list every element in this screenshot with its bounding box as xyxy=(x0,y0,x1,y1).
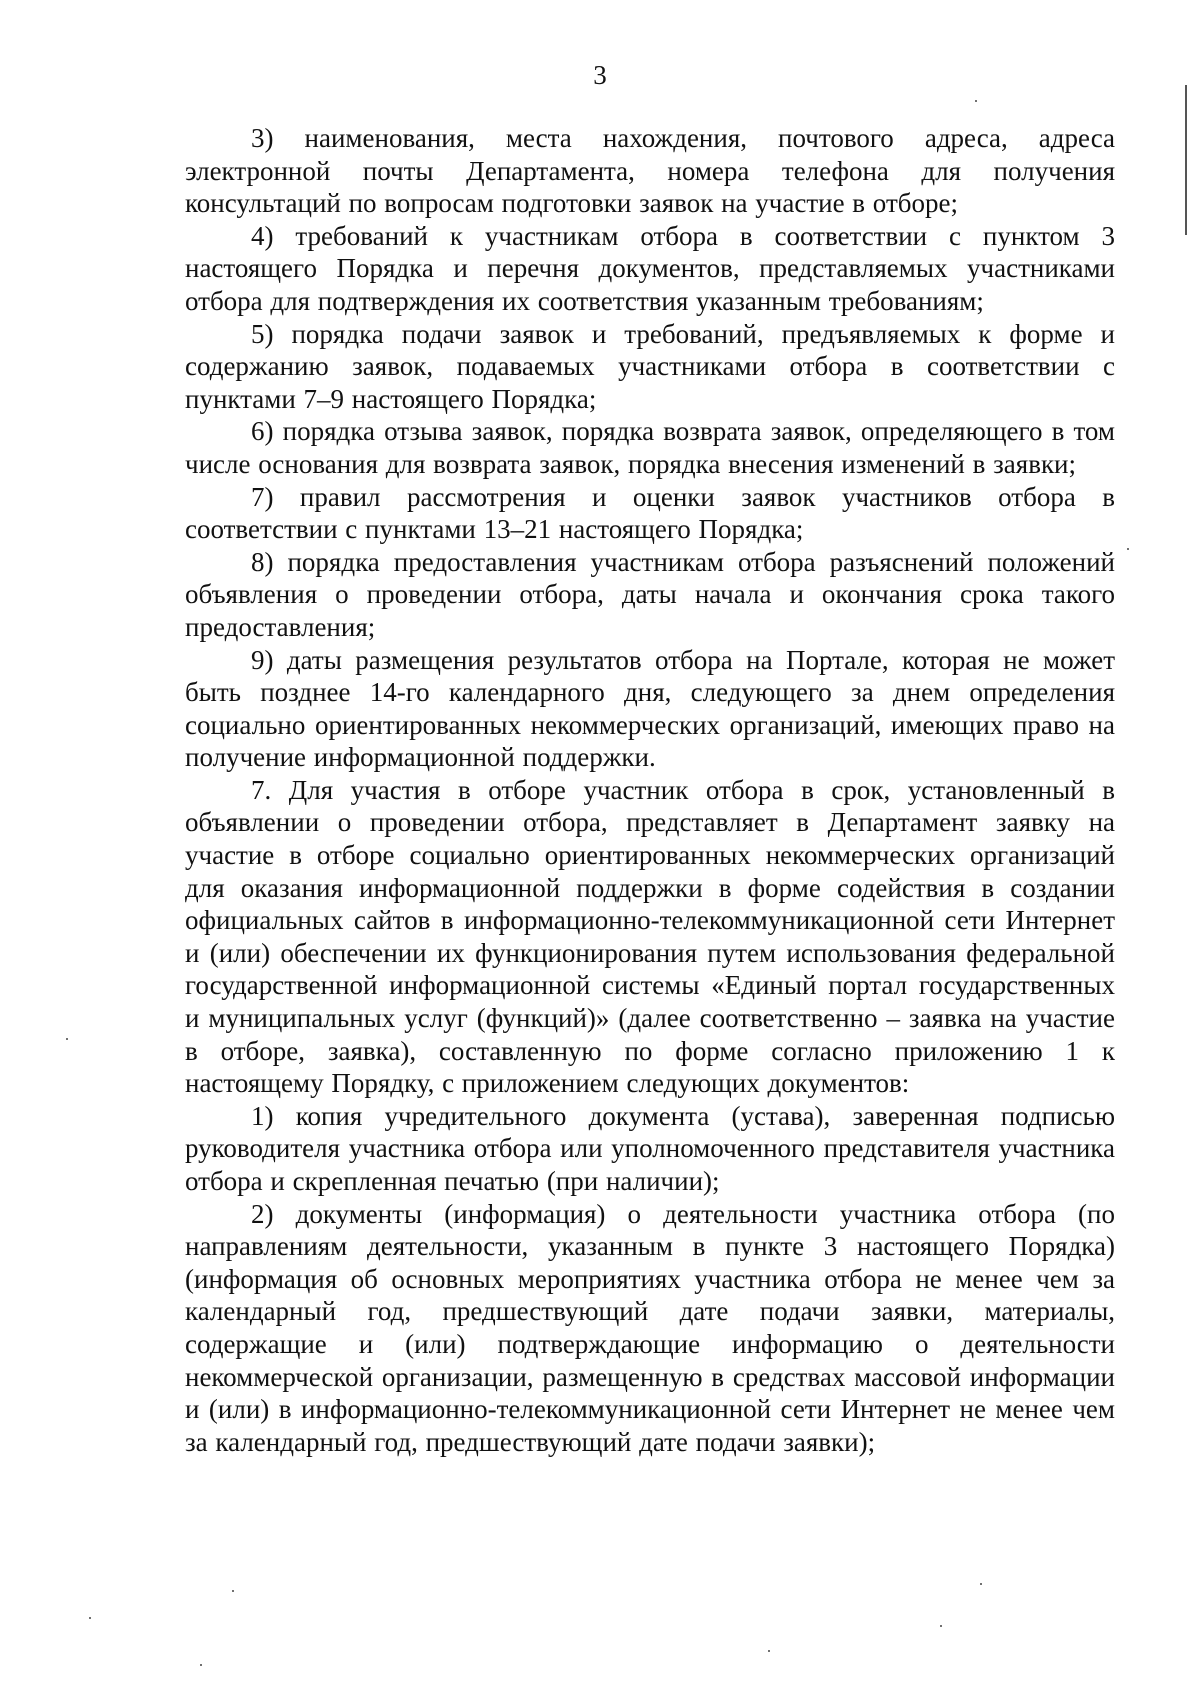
list-item-9: 9) даты размещения результатов отбора на Портале, которая не может быть позднее 14-го календарного дня, следующего за днем определения социально ориентированных некоммерческих организаций, имеющих право на получение информационной поддержки. xyxy=(185,644,1115,773)
document-body xyxy=(185,122,1115,1458)
scan-speck xyxy=(940,1625,942,1627)
scan-speck xyxy=(200,1664,202,1666)
scan-edge-line xyxy=(1185,85,1187,235)
list-item-5: 5) порядка подачи заявок и требований, предъявляемых к форме и содержанию заявок, подаваемых участниками отбора в соответствии с пунктами 7–9 настоящего Порядка; xyxy=(185,318,1115,414)
scan-speck xyxy=(1127,548,1129,550)
scan-speck xyxy=(975,100,977,102)
document-item-1: 1) копия учредительного документа (устава), заверенная подписью руководителя участника отбора или уполномоченного представителя участника отбора и скрепленная печатью (при наличии); xyxy=(185,1100,1115,1196)
list-item-4: 4) требований к участникам отбора в соответствии с пунктом 3 настоящего Порядка и перечня документов, представляемых участниками отбора для подтверждения их соответствия указанным требованиям; xyxy=(185,220,1115,316)
section-7-paragraph: 7. Для участия в отборе участник отбора в срок, установленный в объявлении о проведении отбора, представляет в Департамент заявку на участие в отборе социально ориентированных некоммерческих организаций для оказания информационной поддержки в форме содействия в создании официальных сайтов в информационно-телекоммуникационной сети Интернет и (или) обеспечении их функционирования путем использования федеральной государственной информационной системы «Единый портал государственных и муниципальных услуг (функций)» (далее соответственно – заявка на участие в отборе, заявка), составленную по форме согласно приложению 1 к настоящему Порядку, с приложением следующих документов: xyxy=(185,774,1115,1099)
list-item-3: 3) наименования, места нахождения, почтового адреса, адреса электронной почты Департамента, номера телефона для получения консультаций по вопросам подготовки заявок на участие в отборе; xyxy=(185,123,1115,219)
scan-speck xyxy=(89,1617,91,1619)
list-item-7: 7) правил рассмотрения и оценки заявок участников отбора в соответствии с пунктами 13–21 настоящего Порядка; xyxy=(185,481,1115,545)
page-number: 3 xyxy=(593,60,607,90)
scan-speck xyxy=(980,1583,982,1585)
list-item-6: 6) порядка отзыва заявок, порядка возврата заявок, определяющего в том числе основания для возврата заявок, порядка внесения изменений в заявки; xyxy=(185,416,1115,479)
list-item-8: 8) порядка предоставления участникам отбора разъяснений положений объявления о проведении отбора, даты начала и окончания срока такого предоставления; xyxy=(185,546,1115,642)
scan-speck xyxy=(66,1038,68,1040)
scan-speck xyxy=(768,1650,770,1652)
document-item-2: 2) документы (информация) о деятельности участника отбора (по направлениям деятельности, указанным в пункте 3 настоящего Порядка) (информация об основных мероприятиях участника отбора не менее чем за календарный год, предшествующий дате подачи заявки, материалы, содержащие и (или) подтверждающие информацию о деятельности некоммерческой организации, размещенную в средствах массовой информации и (или) в информационно-телекоммуникационной сети Интернет не менее чем за календарный год, предшествующий дате подачи заявки); xyxy=(185,1198,1115,1457)
scan-speck xyxy=(232,1590,234,1592)
